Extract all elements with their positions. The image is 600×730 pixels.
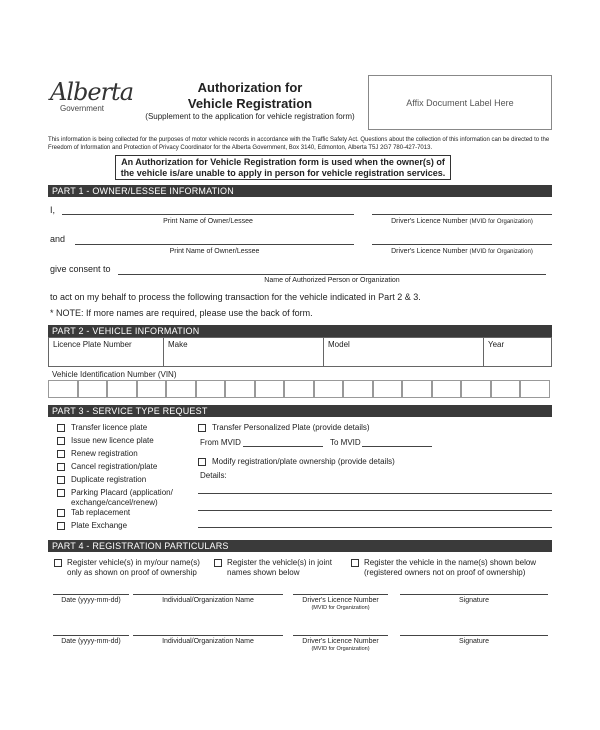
- from-mvid-line[interactable]: [243, 446, 323, 447]
- register-shown-below-checkbox[interactable]: [351, 559, 359, 567]
- name-line[interactable]: [133, 594, 283, 595]
- part2-header: PART 2 - VEHICLE INFORMATION: [48, 325, 552, 337]
- document-label-box: [368, 75, 552, 130]
- details-label: Details:: [200, 471, 227, 480]
- register-own-name-checkbox[interactable]: [54, 559, 62, 567]
- service-label: Issue new licence plate: [71, 436, 154, 445]
- alberta-logo: Alberta: [50, 78, 133, 106]
- part3-header: PART 3 - SERVICE TYPE REQUEST: [48, 405, 552, 417]
- signature-line[interactable]: [400, 594, 548, 595]
- name-caption: Individual/Organization Name: [162, 597, 254, 604]
- vin-character-box[interactable]: [255, 380, 285, 398]
- mvid-caption: (MVID for Organization): [311, 605, 370, 611]
- name-caption: Individual/Organization Name: [162, 638, 254, 645]
- form-subtitle: (Supplement to the application for vehicle registration form): [145, 112, 355, 121]
- make-label: Make: [168, 340, 188, 349]
- vin-character-box[interactable]: [78, 380, 108, 398]
- service-checkbox[interactable]: [57, 463, 65, 471]
- signature-caption: Signature: [459, 638, 489, 645]
- modify-ownership-checkbox[interactable]: [198, 458, 206, 466]
- vin-character-box[interactable]: [402, 380, 432, 398]
- make-field[interactable]: [163, 337, 324, 367]
- licence-plate-label: Licence Plate Number: [53, 340, 132, 349]
- licence-text: Driver's Licence Number: [391, 248, 468, 255]
- signature-caption: Signature: [459, 597, 489, 604]
- modify-ownership-label: Modify registration/plate ownership (provide details): [212, 457, 395, 466]
- owner-name-caption-2: Print Name of Owner/Lessee: [169, 248, 260, 255]
- model-field[interactable]: [323, 337, 484, 367]
- owner-name-caption: Print Name of Owner/Lessee: [163, 218, 253, 225]
- service-label: Plate Exchange: [71, 521, 128, 530]
- register-joint-checkbox[interactable]: [214, 559, 222, 567]
- mvid-text: (MVID for Organization): [469, 249, 533, 255]
- details-line-3[interactable]: [198, 527, 552, 528]
- authorized-caption: Name of Authorized Person or Organization: [264, 277, 400, 284]
- service-checkbox[interactable]: [57, 522, 65, 530]
- licence-caption: Driver's Licence Number: [302, 597, 379, 604]
- licence-plate-field[interactable]: [48, 337, 164, 367]
- service-label: Renew registration: [71, 449, 138, 458]
- affix-label: Affix Document Label Here: [406, 97, 514, 108]
- to-mvid-line[interactable]: [362, 446, 432, 447]
- owner-name-line-2[interactable]: [75, 244, 354, 245]
- service-checkbox[interactable]: [57, 424, 65, 432]
- licence-line-2[interactable]: [372, 244, 552, 245]
- licence-text: Driver's Licence Number: [391, 218, 468, 225]
- signature-line[interactable]: [400, 635, 548, 636]
- vin-character-box[interactable]: [432, 380, 462, 398]
- service-label: Transfer licence plate: [71, 423, 148, 432]
- service-checkbox[interactable]: [57, 509, 65, 517]
- form-title-line2: Vehicle Registration: [187, 96, 313, 111]
- licence-caption-2: [372, 248, 552, 255]
- details-line-2[interactable]: [198, 510, 552, 511]
- act-on-behalf-text: to act on my behalf to process the following transaction for the vehicle indicated in Part 2 & 3.: [50, 292, 421, 302]
- part4-header: PART 4 - REGISTRATION PARTICULARS: [48, 540, 552, 552]
- consent-label: give consent to: [50, 264, 111, 274]
- service-label: Parking Placard (application/ exchange/cancel/renew): [71, 488, 173, 507]
- vin-character-box[interactable]: [373, 380, 403, 398]
- vin-character-box[interactable]: [48, 380, 78, 398]
- logo-subtitle: Government: [60, 104, 105, 113]
- licence-line[interactable]: [293, 635, 388, 636]
- note-text: * NOTE: If more names are required, please use the back of form.: [50, 308, 313, 318]
- date-line[interactable]: [53, 635, 129, 636]
- service-label: Tab replacement: [71, 508, 131, 517]
- service-label: Cancel registration/plate: [71, 462, 158, 471]
- register-joint-label: Register the vehicle(s) in joint names shown below: [227, 558, 332, 577]
- service-checkbox[interactable]: [57, 437, 65, 445]
- part1-header: PART 1 - OWNER/LESSEE INFORMATION: [48, 185, 552, 197]
- vin-character-box[interactable]: [284, 380, 314, 398]
- licence-line[interactable]: [293, 594, 388, 595]
- register-shown-below-label: Register the vehicle in the name(s) shown below (registered owners not on proof of ownership): [364, 558, 537, 577]
- vin-character-box[interactable]: [520, 380, 550, 398]
- service-checkbox[interactable]: [57, 450, 65, 458]
- vin-character-box[interactable]: [491, 380, 521, 398]
- vin-character-box[interactable]: [225, 380, 255, 398]
- vin-character-box[interactable]: [137, 380, 167, 398]
- service-checkbox[interactable]: [57, 489, 65, 497]
- details-line-1[interactable]: [198, 493, 552, 494]
- vin-character-box[interactable]: [461, 380, 491, 398]
- name-line[interactable]: [133, 635, 283, 636]
- vin-character-box[interactable]: [107, 380, 137, 398]
- vin-label: Vehicle Identification Number (VIN): [52, 370, 177, 379]
- form-purpose-notice: An Authorization for Vehicle Registration form is used when the owner(s) of the vehicle is/are unable to apply in person for vehicle registration services.: [115, 155, 451, 180]
- form-title-line1: Authorization for: [197, 80, 303, 95]
- i-label: I,: [50, 205, 56, 215]
- vin-character-box[interactable]: [166, 380, 196, 398]
- licence-caption: Driver's Licence Number: [302, 638, 379, 645]
- mvid-text: (MVID for Organization): [469, 219, 533, 225]
- register-own-name-label: Register vehicle(s) in my/our name(s) only as shown on proof of ownership: [67, 558, 200, 577]
- to-mvid-label: To MVID: [330, 438, 361, 447]
- privacy-notice: This information is being collected for the purposes of motor vehicle records in accordance with the Traffic Safety Act. Questions about the collection of this information can be directed to the Freedom of Information and Protection of Privacy Coordinator for the Alberta Government, Box 3140, Edmonton, Alberta T5J 2G7 780-427-7013.: [48, 137, 550, 151]
- and-label: and: [50, 234, 66, 244]
- service-label: Duplicate registration: [71, 475, 147, 484]
- mvid-caption: (MVID for Organization): [311, 646, 370, 652]
- authorized-person-line[interactable]: [118, 274, 546, 275]
- year-field[interactable]: [483, 337, 552, 367]
- date-caption: Date (yyyy-mm-dd): [61, 597, 121, 604]
- personalized-plate-checkbox[interactable]: [198, 424, 206, 432]
- date-caption: Date (yyyy-mm-dd): [61, 638, 121, 645]
- personalized-plate-label: Transfer Personalized Plate (provide details): [212, 423, 370, 432]
- owner-name-line-1[interactable]: [62, 214, 354, 215]
- from-mvid-label: From MVID: [200, 438, 241, 447]
- vin-character-box[interactable]: [343, 380, 373, 398]
- vin-character-box[interactable]: [314, 380, 344, 398]
- vin-character-box[interactable]: [196, 380, 226, 398]
- model-label: Model: [328, 340, 350, 349]
- service-checkbox[interactable]: [57, 476, 65, 484]
- licence-line-1[interactable]: [372, 214, 552, 215]
- licence-caption: [372, 218, 552, 225]
- date-line[interactable]: [53, 594, 129, 595]
- year-label: Year: [488, 340, 505, 349]
